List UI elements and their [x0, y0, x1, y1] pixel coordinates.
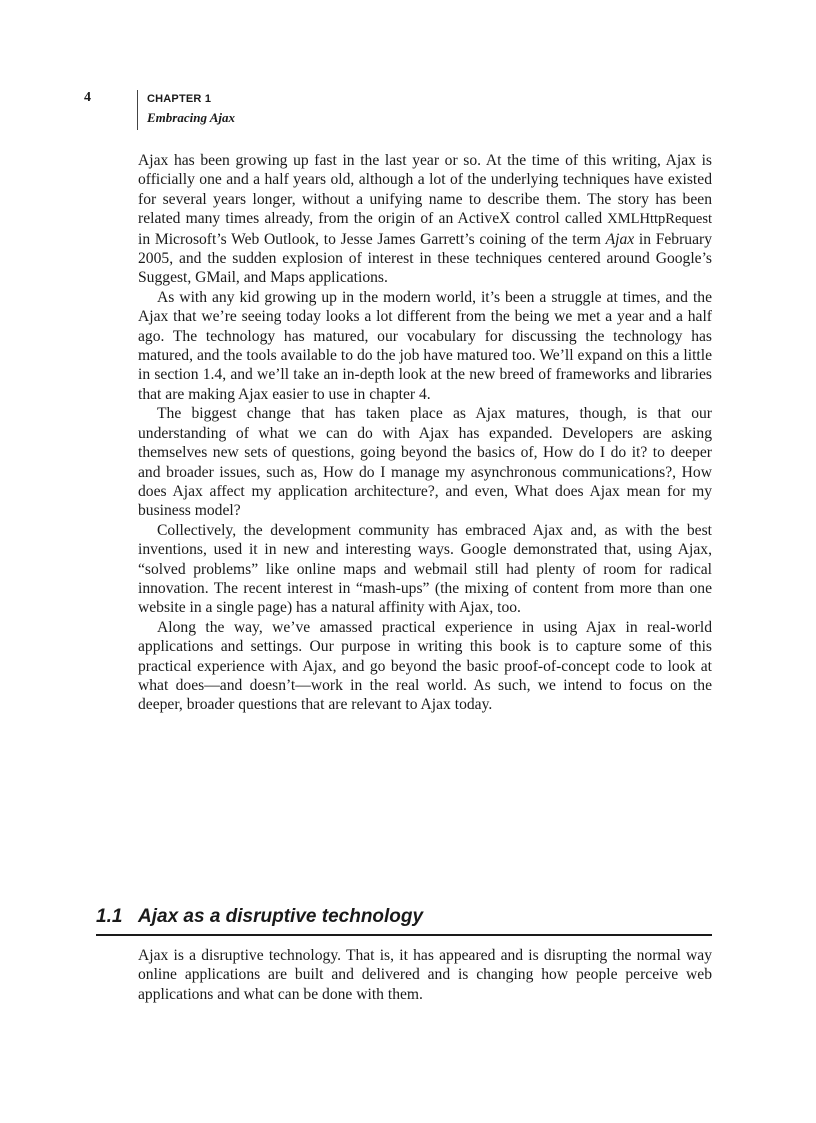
section-body-text	[138, 946, 712, 1004]
code-term: XMLHttpRequest	[607, 211, 712, 228]
paragraph-2: As with any kid growing up in the modern world, it’s been a struggle at times, and the Ajax that we’re seeing today looks a lot different from the being we met a year and a half ago. The technology has matured, our vocabulary for discussing the technology has matured, and the tools available to do the job have matured too. We’ll expand on this a little in section 1.4, and we’ll take an in-depth look at the new breed of frameworks and libraries that are making Ajax easier to use in chapter 4.	[138, 288, 712, 403]
section-heading	[96, 905, 712, 931]
paragraph-4: Collectively, the development community has embraced Ajax and, as with the best inventions, used it in new and interesting ways. Google demonstrated that, using Ajax, “solved problems” like online maps and webmail still had plenty of room for radical innovation. The recent interest in “mash-ups” (the mixing of content from more than one website in a single page) has a natural affinity with Ajax, too.	[138, 521, 712, 617]
section-paragraph-1: Ajax is a disruptive technology. That is, it has appeared and is disrupting the normal way online applications are built and delivered and is changing how people perceive web applications and what can be done with them.	[138, 947, 712, 1003]
section-rule	[96, 934, 712, 936]
running-header	[0, 90, 816, 130]
page-number: 4	[84, 90, 91, 105]
chapter-title: Embracing Ajax	[147, 110, 236, 125]
paragraph-3: The biggest change that has taken place as Ajax matures, though, is that our understanding of what we can do with Ajax has expanded. Developers are asking themselves new sets of questions, going beyond the basics of, How do I do it? to deeper and broader issues, such as, How do I manage my asynchronous communications?, How does Ajax affect my application architecture?, and even, What does Ajax mean for my business model?	[138, 405, 712, 520]
header-divider	[137, 90, 138, 130]
chapter-label: CHAPTER 1	[147, 93, 212, 105]
paragraph-1: Ajax has been growing up fast in the last year or so. At the time of this writing, Ajax is officially one and a half years old, although a lot of the underlying techniques have existed for several years longer, without a unifying name to describe them. The story has been related many times already, from the origin of an ActiveX control called XMLHttpRequest in Microsoft’s Web Outlook, to Jesse James Garrett’s coining of the term Ajax in February 2005, and the sudden explosion of interest in these techniques centered around Google’s Suggest, GMail, and Maps applications.	[138, 152, 712, 287]
section-title: Ajax as a disruptive technology	[138, 906, 424, 927]
section-header	[96, 905, 712, 936]
paragraph-5: Along the way, we’ve amassed practical experience in using Ajax in real-world applications and settings. Our purpose in writing this book is to capture some of this practical experience with Ajax, and go beyond the basic proof-of-concept code to look at what does—and doesn’t—work in the real world. As such, we intend to focus on the deeper, broader questions that are relevant to Ajax today.	[138, 618, 712, 714]
section-number: 1.1	[96, 906, 123, 927]
emphasized-term: Ajax	[605, 230, 635, 248]
body-text	[138, 151, 712, 715]
